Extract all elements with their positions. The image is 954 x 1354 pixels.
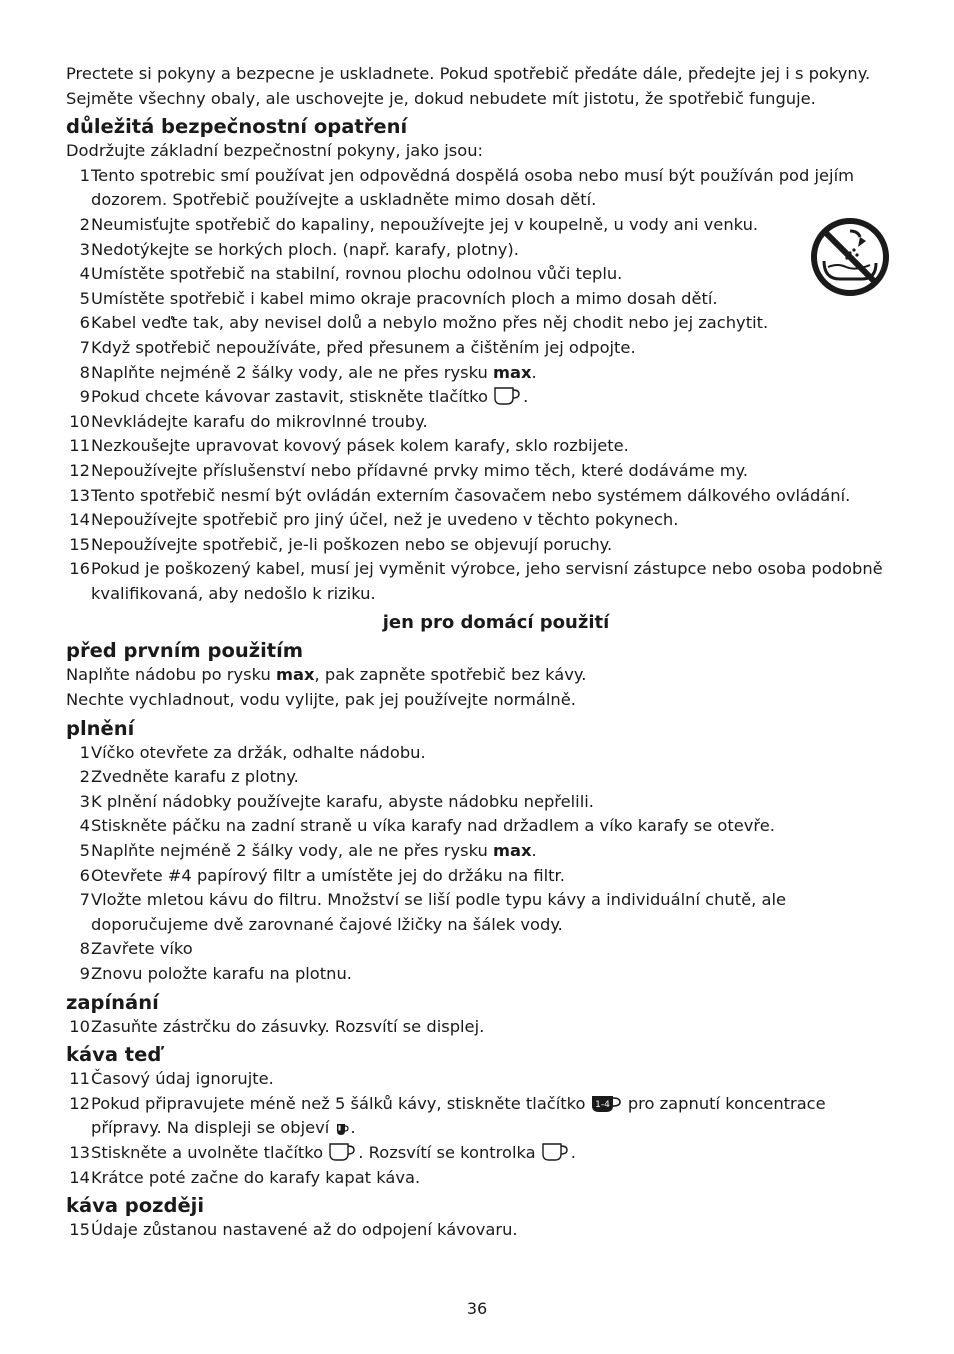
coffee-now-heading: káva teď xyxy=(66,1043,162,1067)
list-item: 15 Nepoužívejte spotřebič, je-li poškozen nebo se objevují poruchy. xyxy=(69,534,613,554)
list-item: 3 K plnění nádobky používejte karafu, abyste nádobku nepřelili. xyxy=(79,791,594,811)
list-item: 14 Krátce poté začne do karafy kapat káva. xyxy=(69,1167,421,1187)
list-item: 10 Nevkládejte karafu do mikrovlnné trouby. xyxy=(69,411,428,431)
list-item: 10 Zasuňte zástrčku do zásuvky. Rozsvítí se displej. xyxy=(69,1016,485,1036)
list-item: 6 Otevřete #4 papírový filtr a umístěte jej do držáku na filtr. xyxy=(79,865,565,885)
list-item: 14 Nepoužívejte spotřebič pro jiný účel, než je uvedeno v těchto pokynech. xyxy=(69,510,679,530)
list-item: 4 Stiskněte páčku na zadní straně u víka karafy nad držadlem a víko karafy se otevře. xyxy=(79,816,775,836)
list-item: 13 Tento spotřebič nesmí být ovládán externím časovačem nebo systémem dálkového ovládání. xyxy=(69,485,851,505)
list-item: 5 Naplňte nejméně 2 šálky vody, ale ne přes rysku max. xyxy=(79,841,537,861)
list-item: 15 Údaje zůstanou nastavené až do odpojení kávovaru. xyxy=(69,1220,518,1240)
list-item: 7 Vložte mletou kávu do filtru. Množství se liší podle typu kávy a individuální chutě, ale doporučujeme dvě zarovnané čajové lžičky na šálek vody. xyxy=(79,890,787,934)
small-cup-icon xyxy=(334,1121,350,1137)
strength-button-icon xyxy=(591,1095,623,1113)
list-item: 16 Pokud je poškozený kabel, musí jej vyměnit výrobce, jeho servisní zástupce nebo osoba podobně kvalifikovaná, aby nedošlo k riziku. xyxy=(69,559,883,603)
coffee-cup-icon xyxy=(493,386,523,406)
list-item: 11 Časový údaj ignorujte. xyxy=(69,1069,274,1089)
list-item: 13 Stiskněte a uvolněte tlačítko . Rozsvítí se kontrolka . xyxy=(69,1142,576,1162)
list-item: 5 Umístěte spotřebič i kabel mimo okraje pracovních ploch a mimo dosah dětí. xyxy=(79,288,718,308)
coffee-later-heading: káva později xyxy=(66,1194,205,1218)
coffee-later-list xyxy=(66,1218,896,1243)
list-item: 2 Zvedněte karafu z plotny. xyxy=(79,767,299,787)
intro-text: Prectete si pokyny a bezpecne je uskladnete. Pokud spotřebič předáte dále, předejte jej i s pokyny. Sejměte všechny obaly, ale uschovejte je, dokud nebudete mít jistotu, že spotřebič funguje. xyxy=(66,64,871,108)
list-item: 6 Kabel veďte tak, aby nevisel dolů a nebylo možno přes něj chodit nebo jej zachytit. xyxy=(79,313,769,333)
filling-heading: plnění xyxy=(66,716,135,740)
list-item: 8 Naplňte nejméně 2 šálky vody, ale ne přes rysku max. xyxy=(79,362,537,382)
first-use-line-1: Naplňte nádobu po rysku max, pak zapněte spotřebič bez kávy. xyxy=(66,665,587,685)
list-item: 3 Nedotýkejte se horkých ploch. (např. karafy, plotny). xyxy=(79,239,519,259)
switch-on-heading: zapínání xyxy=(66,990,159,1014)
strength-badge-text: 1-4 xyxy=(594,1099,610,1110)
no-bathroom-use-icon xyxy=(810,217,890,297)
list-item: 4 Umístěte spotřebič na stabilní, rovnou plochu odolnou vůči teplu. xyxy=(79,264,623,284)
list-item: 7 Když spotřebič nepoužíváte, před přesunem a čištěním jej odpojte. xyxy=(79,337,636,357)
safety-list xyxy=(66,164,896,607)
list-item: 2 Neumisťujte spotřebič do kapaliny, nepoužívejte jej v koupelně, u vody ani venku. xyxy=(79,214,759,234)
safety-heading: důležitá bezpečnostní opatření xyxy=(66,115,408,139)
coffee-cup-icon xyxy=(541,1142,571,1162)
manual-page xyxy=(66,62,896,1243)
list-item: 11 Nezkoušejte upravovat kovový pásek kolem karafy, sklo rozbijete. xyxy=(69,436,629,456)
safety-lead: Dodržujte základní bezpečnostní pokyny, jako jsou: xyxy=(66,141,483,161)
list-item: 9 Znovu položte karafu na plotnu. xyxy=(79,964,352,983)
list-item: 9 Pokud chcete kávovar zastavit, stiskněte tlačítko . xyxy=(79,387,529,407)
list-item: 12 Pokud připravujete méně než 5 šálků kávy, stiskněte tlačítko 1-4 pro zapnutí koncentrace přípravy. Na displeji se objeví . xyxy=(69,1093,826,1138)
coffee-cup-icon xyxy=(328,1142,358,1162)
first-use-line-2: Nechte vychladnout, vodu vylijte, pak jej používejte normálně. xyxy=(66,690,576,710)
household-use-heading: jen pro domácí použití xyxy=(382,612,610,634)
switch-on-list xyxy=(66,1015,896,1040)
list-item: 12 Nepoužívejte příslušenství nebo přídavné prvky mimo těch, které dodáváme my. xyxy=(69,460,749,480)
page-number: 36 xyxy=(466,1299,488,1318)
coffee-now-list xyxy=(66,1067,896,1190)
first-use-heading: před prvním použitím xyxy=(66,639,304,663)
list-item: 1 Tento spotrebic smí používat jen odpovědná dospělá osoba nebo musí být používán pod jejím dozorem. Spotřebič používejte a uskladněte mimo dosah dětí. xyxy=(79,165,854,210)
filling-list xyxy=(66,741,896,987)
list-item: 1 Víčko otevřete za držák, odhalte nádobu. xyxy=(79,742,426,762)
list-item: 8 Zavřete víko xyxy=(79,939,193,959)
